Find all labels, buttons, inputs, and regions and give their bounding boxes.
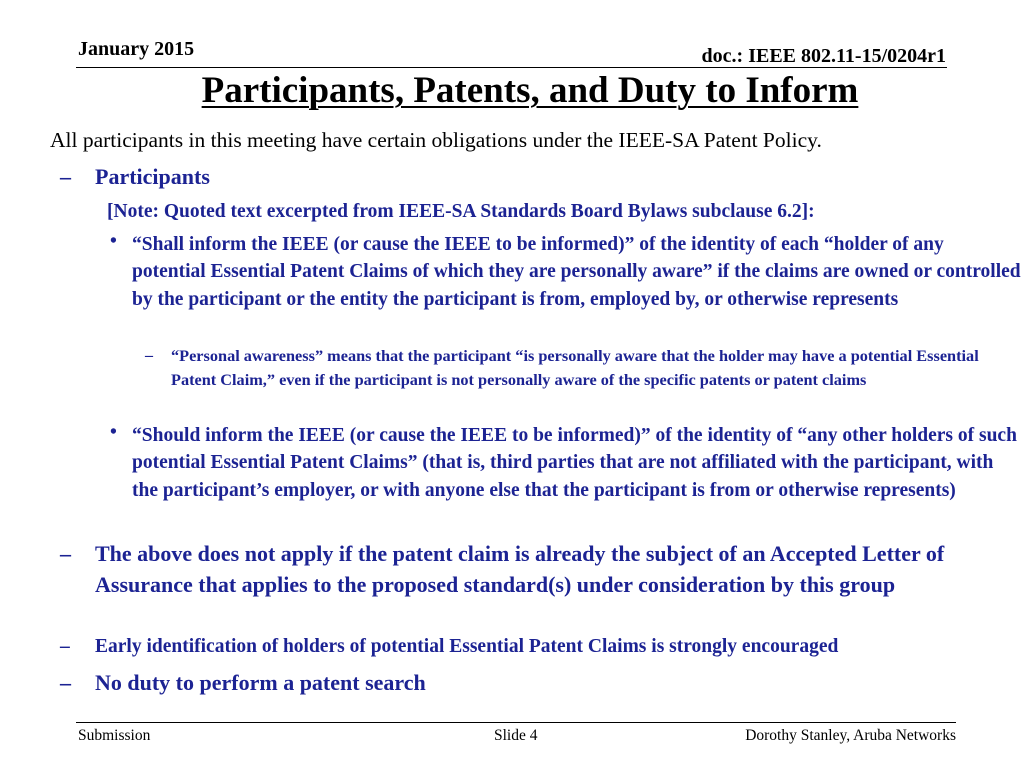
footer-divider	[76, 722, 956, 723]
participants-dash: –	[60, 164, 71, 189]
header-date: January 2015	[78, 38, 195, 60]
item-no-duty: No duty to perform a patent search	[95, 670, 426, 695]
bullet-2-marker: •	[110, 422, 117, 443]
bullet-shall-inform: “Shall inform the IEEE (or cause the IEEE to be informed)” of the identity of each “holder of any potential Essential Patent Claims of which they are personally aware” if the claims are owned or controlled by the participant or the entity the participant is from, employed by, or otherwise represents	[132, 234, 1021, 310]
header-divider	[76, 67, 947, 68]
noduty-dash: –	[60, 670, 71, 695]
sub-dash: –	[145, 347, 153, 364]
intro-text: All participants in this meeting have certain obligations under the IEEE-SA Patent Policy.	[50, 128, 822, 152]
above-dash: –	[60, 541, 71, 566]
item-above-not-apply: The above does not apply if the patent claim is already the subject of an Accepted Letter of Assurance that applies to the proposed standard(s) under consideration by this group	[95, 541, 945, 597]
sub-personal-awareness: “Personal awareness” means that the participant “is personally aware that the holder may have a potential Essential Patent Claim,” even if the participant is not personally aware of the specific patents or patent claims	[171, 346, 979, 389]
footer-author: Dorothy Stanley, Aruba Networks	[745, 727, 956, 744]
item-early-identification: Early identification of holders of potential Essential Patent Claims is strongly encouraged	[95, 636, 839, 657]
early-dash: –	[60, 636, 70, 657]
footer-slide-number: Slide 4	[494, 727, 538, 744]
header-doc-id: doc.: IEEE 802.11-15/0204r1	[701, 45, 946, 67]
footer-submission: Submission	[78, 727, 151, 744]
bylaws-note: [Note: Quoted text excerpted from IEEE-SA Standards Board Bylaws subclause 6.2]:	[107, 201, 815, 222]
bullet-should-inform: “Should inform the IEEE (or cause the IEEE to be informed)” of the identity of “any other holders of such potential Essential Patent Claims” (that is, third parties that are not affiliated with the participant, with the participant’s employer, or with anyone else that the participant is from or otherwise represents)	[132, 425, 1017, 501]
bullet-1-marker: •	[110, 231, 117, 252]
slide-title: Participants, Patents, and Duty to Inform	[201, 70, 859, 111]
participants-heading: Participants	[95, 164, 210, 189]
